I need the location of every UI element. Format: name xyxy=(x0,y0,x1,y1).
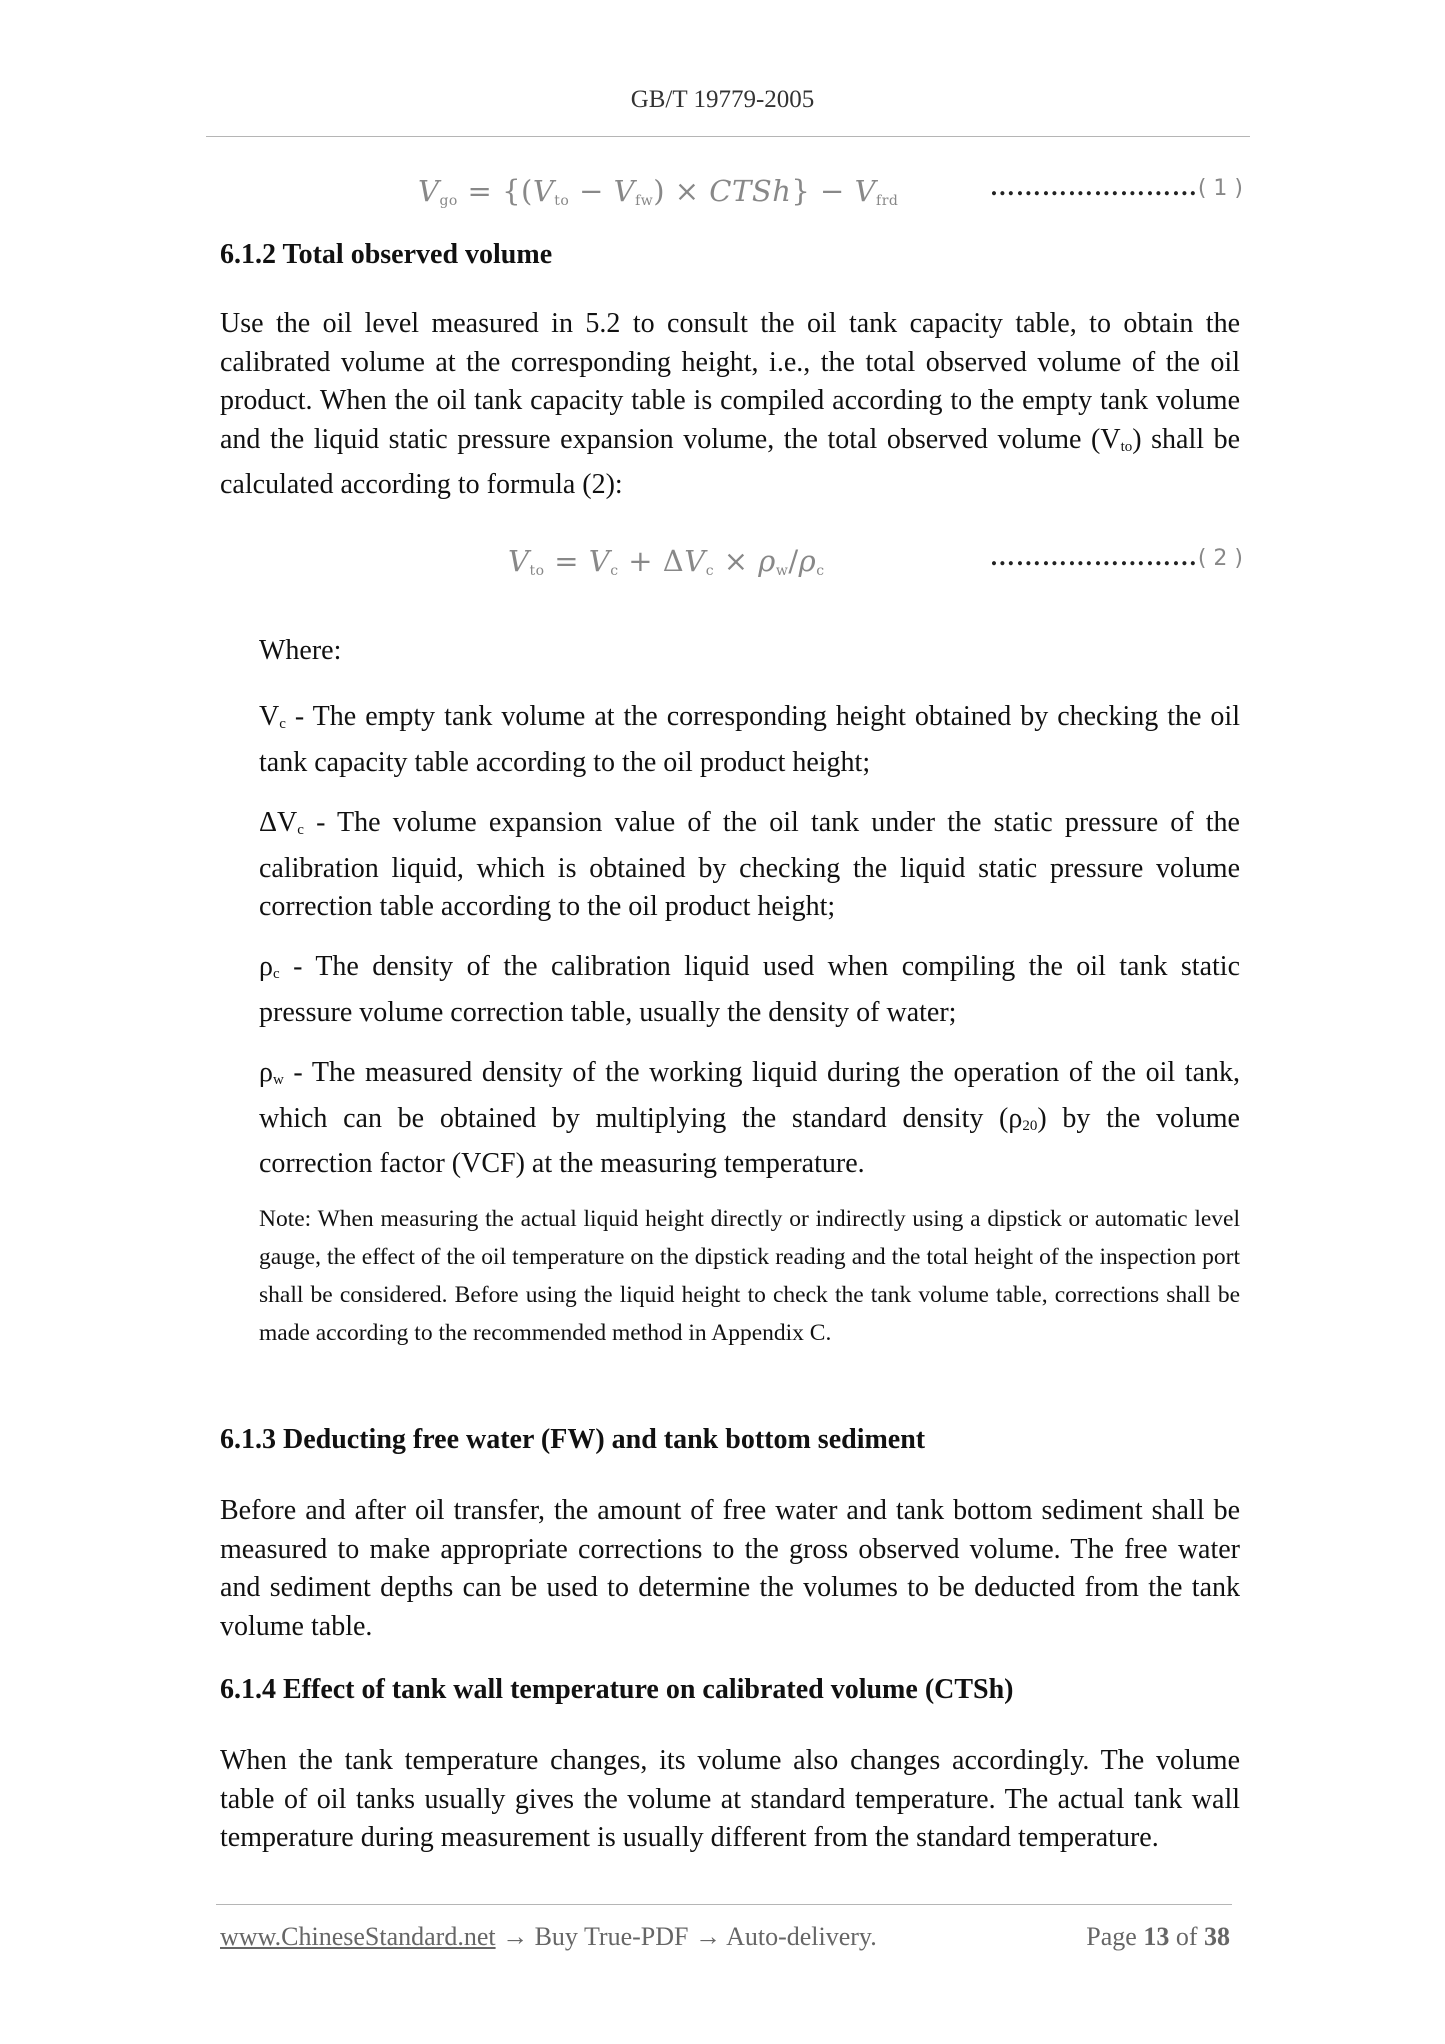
heading-6-1-2: 6.1.2 Total observed volume xyxy=(220,239,553,270)
arrow-right-icon: → xyxy=(688,1922,727,1951)
paragraph-6-1-2: Use the oil level measured in 5.2 to consult the oil tank capacity table, to obtain the calibrated volume at the corresponding height, i.e., the total observed volume of the oil product. When the oil tank capacity table is compiled according to the empty tank volume and the liquid static pressure expansion volume, the total observed volume $(V_{to})$ shall be calculated according to formula (2): xyxy=(220,308,1240,500)
page-counter: Page 13 of 38 xyxy=(1086,1922,1230,1951)
formula-2 xyxy=(0,544,1445,594)
where-label: Where: xyxy=(259,635,342,666)
auto-delivery-text: Auto-delivery. xyxy=(726,1922,877,1951)
formula-2-expression: $V_{to} = V_c + \Delta V_c \times \rho_w/\rho_c$ xyxy=(508,544,825,579)
website-link[interactable]: www.ChineseStandard.net xyxy=(220,1922,496,1951)
definition-rho-c: $\rho_c$ - The density of the calibration liquid used when compiling the oil tank static pressure volume correction table, usually the density of water; xyxy=(259,951,1240,1028)
heading-6-1-3: 6.1.3 Deducting free water (FW) and tank bottom sediment xyxy=(220,1424,926,1455)
header-rule xyxy=(206,136,1250,137)
total-pages: 38 xyxy=(1204,1922,1230,1951)
definition-rho-w: $\rho_w$ - The measured density of the working liquid during the operation of the oil tank, which can be obtained by multiplying the standard density $(\rho_{20})$ by the volume correction factor (VCF) at the measuring temperature. xyxy=(259,1057,1240,1179)
arrow-right-icon: → xyxy=(495,1922,535,1951)
note-paragraph: Note: When measuring the actual liquid height directly or indirectly using a dipstick or automatic level gauge, the effect of the oil temperature on the dipstick reading and the total height of the inspection port shall be considered. Before using the liquid height to check the tank volume table, corrections shall be made according to the recommended method in Appendix C. xyxy=(259,1206,1240,1346)
buy-true-pdf-link[interactable]: Buy True-PDF xyxy=(534,1922,689,1951)
formula-1 xyxy=(0,174,1445,224)
formula-1-number: ……………………( 1 ) xyxy=(989,174,1243,201)
formula-1-expression: $V_{go} = \{(V_{to} - V_{fw})$ × CTSh} − $V_{frd}$ xyxy=(418,174,899,209)
definition-vc: $V_c$ - The empty tank volume at the corresponding height obtained by checking the oil tank capacity table according to the oil product height; xyxy=(259,701,1240,778)
definition-delta-vc: $\Delta V_c$ - The volume expansion value of the oil tank under the static pressure of the calibration liquid, which is obtained by checking the liquid static pressure volume correction table according to the oil product height; xyxy=(259,807,1240,922)
page-header: GB/T 19779-2005 xyxy=(630,86,815,113)
paragraph-6-1-4: When the tank temperature changes, its volume also changes accordingly. The volume table of oil tanks usually gives the volume at standard temperature. The actual tank wall temperature during measurement is usually different from the standard temperature. xyxy=(220,1745,1240,1853)
current-page: 13 xyxy=(1143,1922,1170,1951)
paragraph-6-1-3: Before and after oil transfer, the amount of free water and tank bottom sediment shall be measured to make appropriate corrections to the gross observed volume. The free water and sediment depths can be used to determine the volumes to be deducted from the tank volume table. xyxy=(220,1495,1240,1642)
formula-2-number: ……………………( 2 ) xyxy=(989,544,1243,571)
footer-links xyxy=(220,1922,877,1952)
heading-6-1-4: 6.1.4 Effect of tank wall temperature on calibrated volume (CTSh) xyxy=(220,1674,1014,1705)
footer-rule xyxy=(216,1904,1232,1905)
